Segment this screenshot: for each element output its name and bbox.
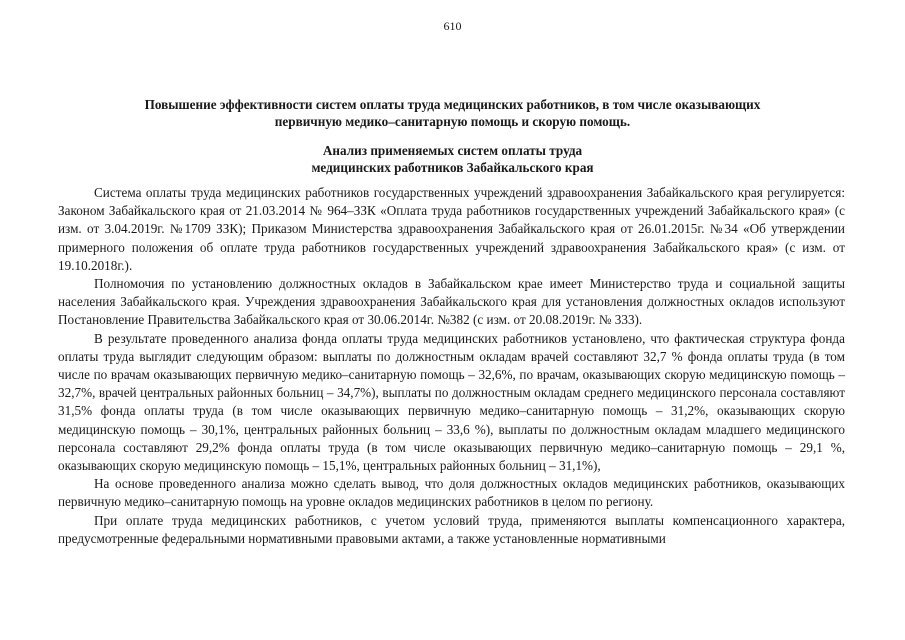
subsection-title-line: Анализ применяемых систем оплаты труда — [322, 143, 583, 158]
paragraph: При оплате труда медицинских работников, с учетом условий труда, применяются выплаты компенсационного характера, предусмотренные федеральными нормативными правовыми актами, а также установленные нормативными — [58, 512, 845, 546]
section-title-line: первичную медико–санитарную помощь и скорую помощь. — [274, 114, 631, 129]
paragraph: Полномочия по установлению должностных окладов в Забайкальском крае имеет Министерство труда и социальной защиты населения Забайкальского края. Учреждения здравоохранения Забайкальского края для установления должностных окладов используют Постановление Правительства Забайкальского края от 30.06.2014г. №382 (с изм. от 20.08.2019г. № 333). — [58, 276, 845, 328]
page-number: 610 — [443, 19, 462, 33]
paragraph: На основе проведенного анализа можно сделать вывод, что доля должностных окладов медицинских работников, оказывающих первичную медико–санитарную помощь на уровне окладов медицинских работников в целом по региону. — [58, 476, 845, 510]
paragraph: В результате проведенного анализа фонда оплаты труда медицинских работников установлено, что фактическая структура фонда оплаты труда выглядит следующим образом: выплаты по должностным окладам врачей составляют 32,7 % фонда оплаты труда (в том числе по врачам оказывающих первичную медико–санитарную помощь – 32,6%, по врачам, оказывающих скорую медицинскую помощь – 32,7%, врачей центральных районных больниц – 34,7%), выплаты по должностным окладам среднего медицинского персонала составляют 31,5% фонда оплаты труда (в том числе оказывающих первичную медико–санитарную помощь – 31,2%, оказывающих скорую медицинскую помощь – 30,1%, центральных районных больниц – 33,6 %), выплаты по должностным окладам младшего медицинского персонала составляют 29,2% фонда оплаты труда (в том числе оказывающих первичную медико–санитарную помощь – 29,1 %, оказывающих скорую медицинскую помощь – 15,1%, центральных районных больниц – 31,1%), — [58, 330, 845, 474]
body-text — [58, 184, 845, 548]
paragraph: Система оплаты труда медицинских работников государственных учреждений здравоохранения Забайкальского края регулируется: Законом Забайкальского края от 21.03.2014 № 964–ЗЗК «Оплата труда работников государственных учреждений Забайкальского края» (с изм. от 3.04.2019г. №1709 ЗЗК); Приказом Министерства здравоохранения Забайкальского края от 26.01.2015г. №34 «Об утверждении примерного положения об оплате труда работников государственных учреждений здравоохранения Забайкальского края» (с изм. от 19.10.2018г.). — [58, 185, 845, 273]
subsection-title-line: медицинских работников Забайкальского края — [311, 160, 594, 175]
section-title-line: Повышение эффективности систем оплаты труда медицинских работников, в том числе оказывающих — [144, 97, 761, 112]
subsection-title — [60, 142, 845, 176]
section-title — [60, 96, 845, 130]
